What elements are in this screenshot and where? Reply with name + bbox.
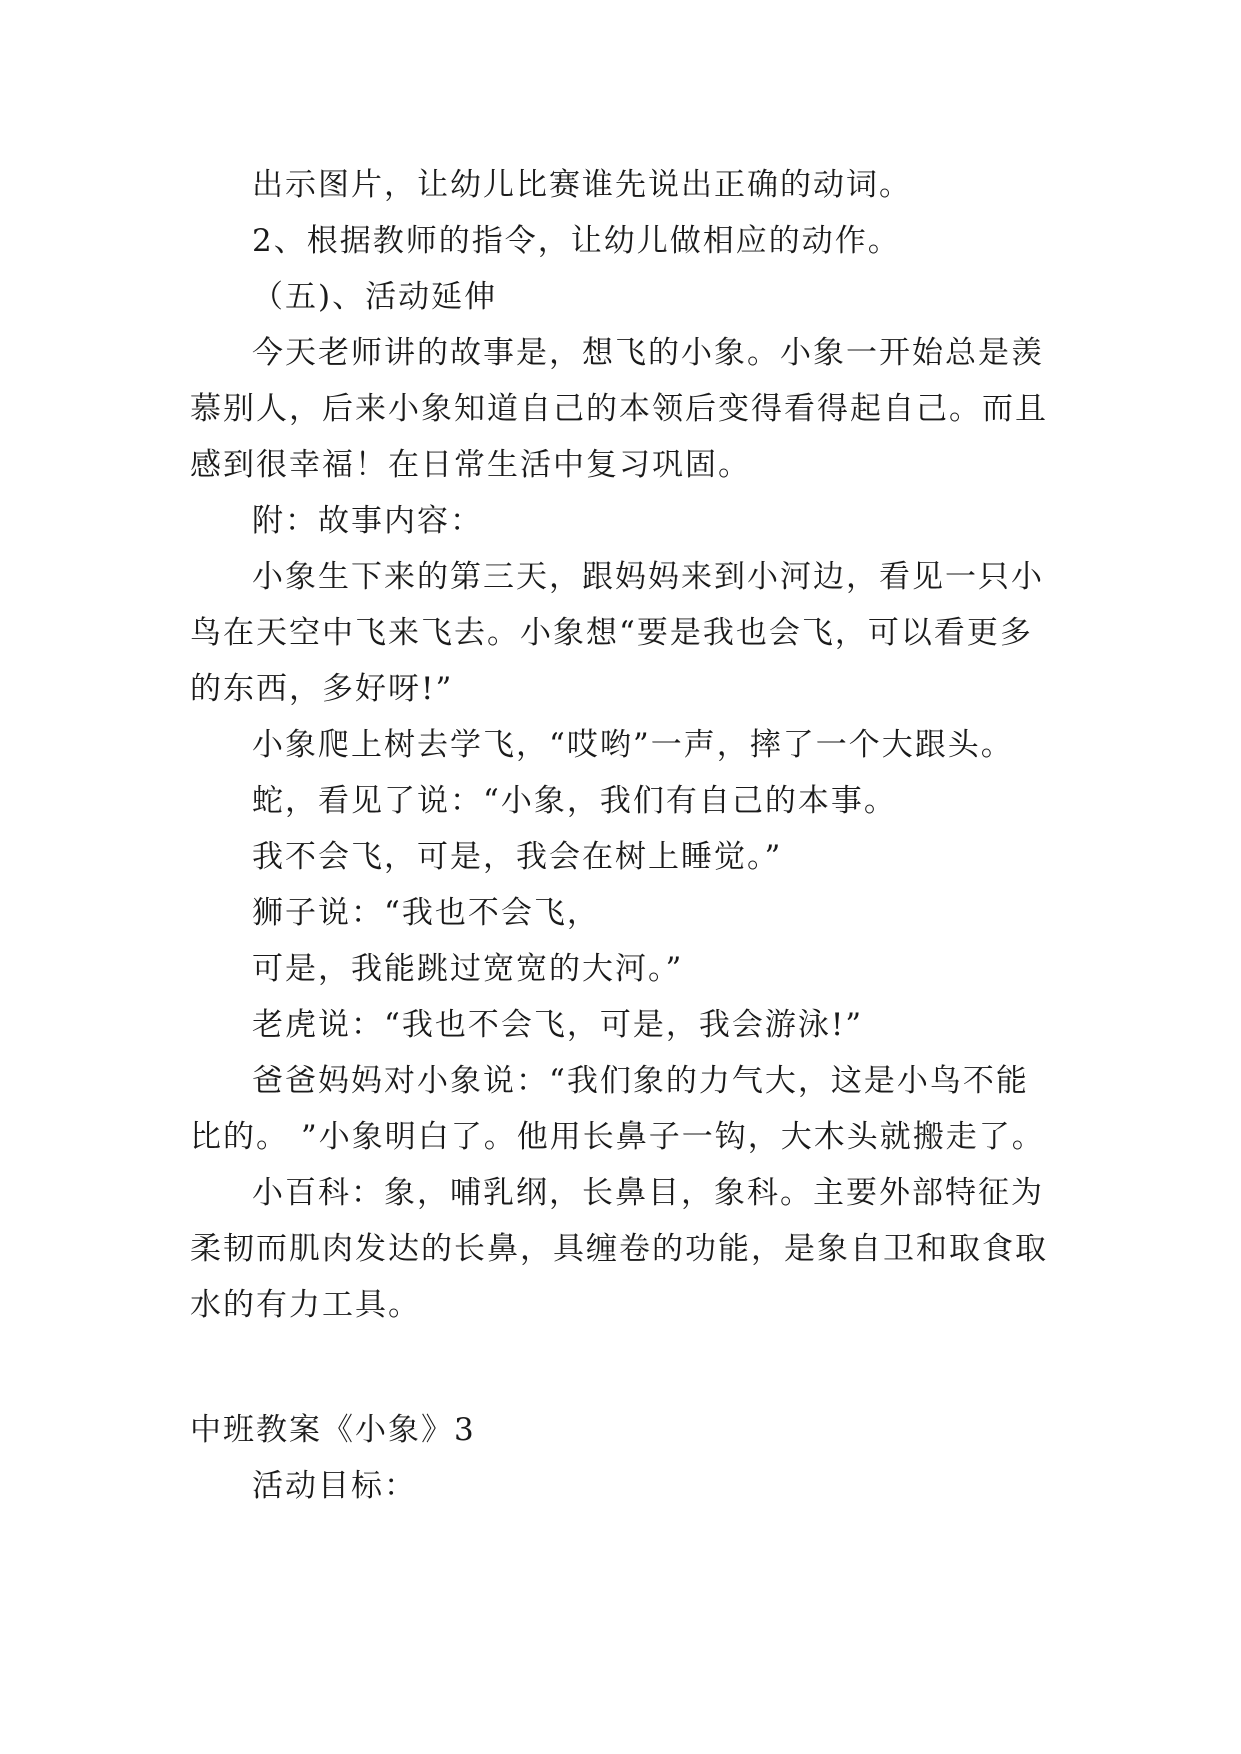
paragraph: 爸爸妈妈对小象说：“我们象的力气大，这是小鸟不能比的。 ”小象明白了。他用长鼻子一钩，大木头就搬走了。: [190, 1063, 1045, 1155]
paragraph: 我不会飞，可是，我会在树上睡觉。”: [252, 839, 783, 875]
paragraph: 小象爬上树去学飞，“哎哟”一声，摔了一个大跟头。: [252, 727, 1014, 763]
document-body: [190, 157, 1060, 1514]
paragraph: 2、根据教师的指令，让幼儿做相应的动作。: [252, 223, 901, 259]
paragraph: 蛇，看见了说：“小象，我们有自己的本事。: [252, 783, 897, 819]
section-spacer: [190, 1333, 1060, 1402]
paragraph: 出示图片，让幼儿比赛谁先说出正确的动词。: [252, 167, 912, 203]
paragraph: 狮子说：“我也不会飞，: [252, 895, 600, 931]
paragraph: 小百科：象，哺乳纲，长鼻目，象科。主要外部特征为柔韧而肌肉发达的长鼻，具缠卷的功能，是象自卫和取食取水的有力工具。: [190, 1175, 1048, 1323]
paragraph: 可是，我能跳过宽宽的大河。”: [252, 951, 684, 987]
paragraph: 今天老师讲的故事是，想飞的小象。小象一开始总是羡慕别人，后来小象知道自己的本领后变得看得起自己。而且感到很幸福！在日常生活中复习巩固。: [190, 335, 1048, 483]
paragraph: 活动目标：: [252, 1468, 417, 1504]
paragraph: 老虎说：“我也不会飞，可是，我会游泳!”: [252, 1007, 864, 1043]
paragraph: 小象生下来的第三天，跟妈妈来到小河边，看见一只小鸟在天空中飞来飞去。小象想“要是我也会飞，可以看更多的东西，多好呀!”: [190, 559, 1044, 707]
section-heading: （五)、活动延伸: [252, 279, 498, 315]
section-title: 中班教案《小象》3: [190, 1412, 476, 1448]
paragraph: 附：故事内容：: [252, 503, 483, 539]
